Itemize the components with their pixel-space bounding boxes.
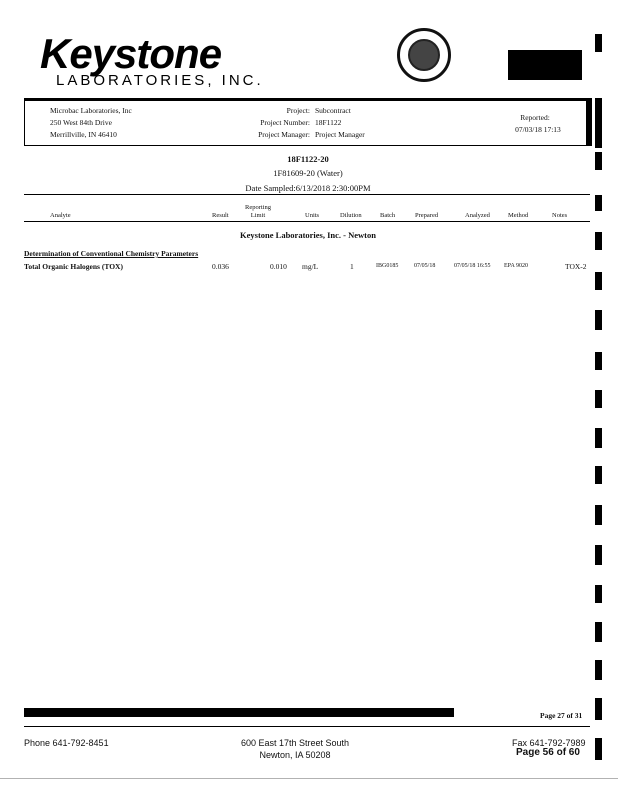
- row-dilution: 1: [350, 262, 354, 271]
- row-analyte: Total Organic Halogens (TOX): [24, 262, 123, 271]
- edge-mark: [595, 466, 602, 484]
- row-analyzed: 07/05/18 16:55: [454, 263, 491, 269]
- project-number-value: 18F1122: [315, 118, 342, 127]
- project-number-label: Project Number:: [260, 118, 310, 127]
- project-manager-value: Project Manager: [315, 130, 365, 139]
- edge-mark: [595, 34, 602, 52]
- col-method: Method: [508, 212, 529, 219]
- col-batch: Batch: [380, 212, 396, 219]
- column-header-bottom-rule: [24, 221, 590, 222]
- edge-mark: [595, 195, 602, 211]
- edge-mark: [595, 545, 602, 565]
- sample-sub-id: 1F81609-20 (Water): [273, 168, 343, 178]
- edge-mark: [595, 272, 602, 290]
- date-sampled: Date Sampled:6/13/2018 2:30:00PM: [245, 183, 371, 193]
- inner-page-number: Page 27 of 31: [540, 711, 583, 720]
- reported-value: 07/03/18 17:13: [515, 125, 561, 134]
- row-limit: 0.010: [270, 262, 287, 271]
- project-value: Subcontract: [315, 106, 351, 115]
- col-notes: Notes: [552, 212, 568, 219]
- footer-page-number: Page 56 of 60: [516, 747, 580, 758]
- bottom-bar: [24, 708, 454, 717]
- row-result: 0.036: [212, 262, 229, 271]
- edge-mark: [595, 660, 602, 680]
- edge-mark: [595, 738, 602, 760]
- edge-mark: [595, 232, 602, 250]
- row-batch: IBG0185: [376, 263, 399, 269]
- keystone-logo: Keystone: [40, 30, 222, 77]
- edge-mark: [595, 622, 602, 642]
- footer-address-line1: 600 East 17th Street South: [240, 738, 350, 748]
- edge-mark: [595, 352, 602, 370]
- edge-mark: [595, 310, 602, 330]
- seal-center-icon: [408, 39, 440, 71]
- sample-id: 18F1122-20: [287, 154, 329, 164]
- footer-fax: Fax 641-792-7989: [512, 738, 586, 748]
- certification-seal-icon: [397, 28, 451, 82]
- scan-line: [0, 778, 618, 779]
- edge-mark: [595, 505, 602, 525]
- edge-mark: [595, 698, 602, 720]
- section-title: Determination of Conventional Chemistry Parameters: [24, 249, 199, 258]
- edge-mark: [595, 428, 602, 448]
- redaction-box: [508, 50, 582, 80]
- col-prepared: Prepared: [415, 212, 439, 219]
- col-analyzed: Analyzed: [465, 212, 490, 219]
- logo-subtitle: LABORATORIES, INC.: [56, 72, 264, 89]
- client-address-line2: Merrillville, IN 46410: [50, 130, 117, 139]
- footer-address-line2: Newton, IA 50208: [259, 750, 331, 760]
- reported-label: Reported:: [520, 113, 550, 122]
- header-side-bar: [586, 98, 592, 146]
- column-header-top-rule: [24, 194, 590, 195]
- edge-mark: [595, 390, 602, 408]
- edge-mark: [595, 98, 602, 148]
- project-label: Project:: [286, 106, 310, 115]
- col-dilution: Dilution: [340, 212, 362, 219]
- client-address-line1: 250 West 84th Drive: [50, 118, 112, 127]
- lab-name: Keystone Laboratories, Inc. - Newton: [240, 230, 376, 240]
- col-reporting-limit: Reporting Limit: [245, 204, 271, 219]
- client-name: Microbac Laboratories, Inc: [50, 106, 132, 115]
- row-units: mg/L: [302, 262, 319, 271]
- footer-rule: [24, 726, 590, 727]
- row-prepared: 07/05/18: [414, 263, 436, 269]
- col-units: Units: [305, 212, 320, 219]
- edge-mark: [595, 585, 602, 603]
- edge-mark: [595, 152, 602, 170]
- footer-phone: Phone 641-792-8451: [24, 738, 109, 748]
- col-analyte: Analyte: [50, 212, 71, 219]
- row-method: EPA 9020: [504, 263, 528, 269]
- project-manager-label: Project Manager:: [258, 130, 310, 139]
- col-result: Result: [212, 212, 229, 219]
- row-notes: TOX-2: [565, 262, 587, 271]
